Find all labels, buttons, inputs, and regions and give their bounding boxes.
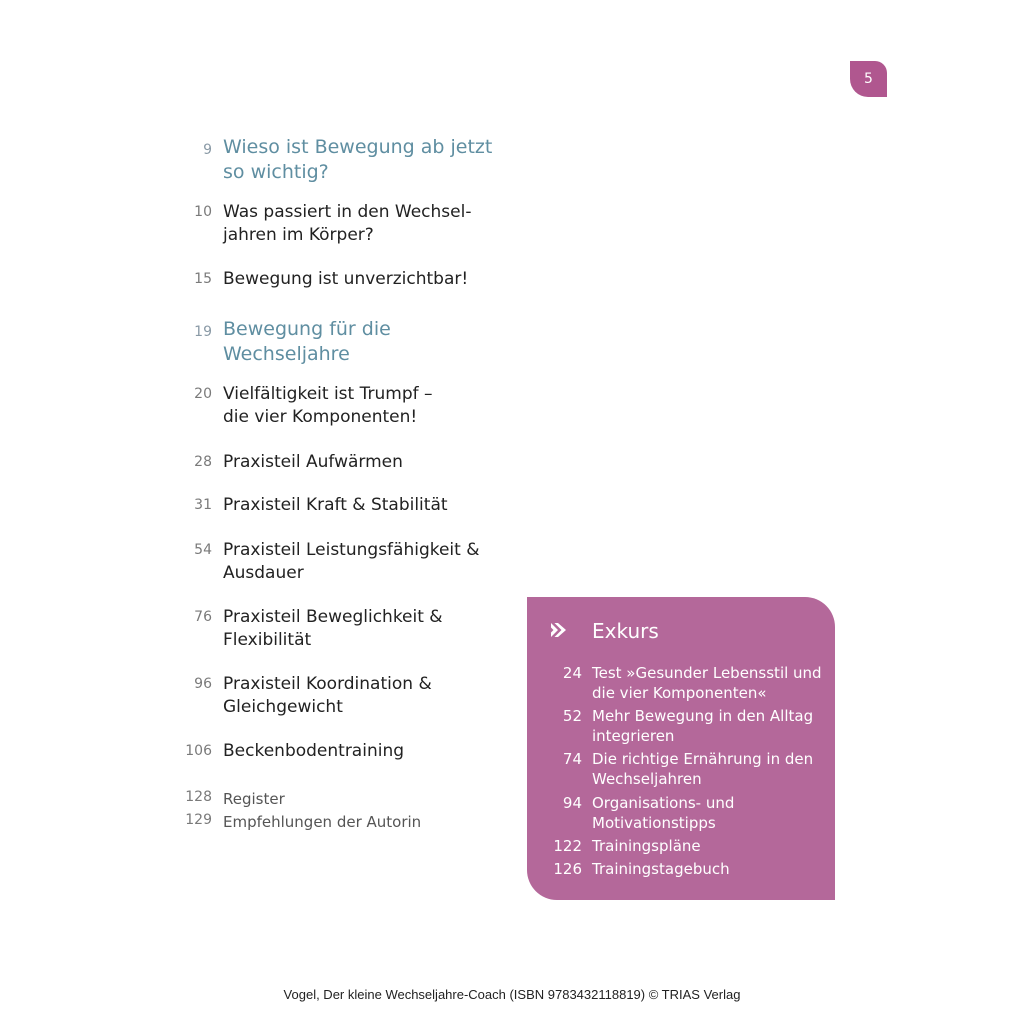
table-of-contents xyxy=(0,0,520,860)
toc-title: Register xyxy=(223,790,285,808)
toc-title: Praxisteil Kraft & Stabilität xyxy=(223,495,448,515)
toc-page-number: 20 xyxy=(194,386,212,402)
toc-page-number: 28 xyxy=(194,454,212,470)
exkurs-box xyxy=(527,597,835,900)
double-chevron-right-icon xyxy=(551,623,571,637)
toc-page-number: 128 xyxy=(185,789,212,805)
exkurs-page-number: 94 xyxy=(562,794,582,812)
toc-page-number: 76 xyxy=(194,609,212,625)
exkurs-item-title: Test »Gesunder Lebensstil und die vier Komponenten« xyxy=(592,664,822,702)
toc-title: Praxisteil Koordination & Gleichgewicht xyxy=(223,674,432,717)
page-number-badge: 5 xyxy=(850,61,887,97)
toc-title: Empfehlungen der Autorin xyxy=(223,813,422,831)
toc-page-number: 19 xyxy=(194,324,212,340)
exkurs-page-number: 122 xyxy=(553,837,582,855)
exkurs-page-number: 52 xyxy=(562,707,582,725)
toc-page-number: 31 xyxy=(194,497,212,513)
toc-title: Was passiert in den Wechsel- jahren im Körper? xyxy=(223,202,472,245)
toc-title: Praxisteil Beweglichkeit & Flexibilität xyxy=(223,607,443,650)
copyright-footer: Vogel, Der kleine Wechseljahre-Coach (ISBN 9783432118819) © TRIAS Verlag xyxy=(283,987,741,1002)
toc-page-number: 15 xyxy=(194,271,212,287)
toc-page-number: 96 xyxy=(194,676,212,692)
toc-page-number: 54 xyxy=(194,542,212,558)
toc-title: Bewegung für die Wechseljahre xyxy=(223,318,391,365)
exkurs-item-title: Trainingstagebuch xyxy=(592,860,730,878)
toc-title: Praxisteil Aufwärmen xyxy=(223,452,403,472)
exkurs-item-title: Organisations- und Motivationstipps xyxy=(592,794,735,832)
toc-page-number: 129 xyxy=(185,812,212,828)
toc-title: Wieso ist Bewegung ab jetzt so wichtig? xyxy=(223,136,493,183)
toc-title: Bewegung ist unverzichtbar! xyxy=(223,269,469,289)
toc-title: Vielfältigkeit ist Trumpf – die vier Komponenten! xyxy=(223,384,433,427)
exkurs-item-title: Trainingspläne xyxy=(592,837,701,855)
exkurs-item-title: Die richtige Ernährung in den Wechseljahren xyxy=(592,750,814,788)
exkurs-page-number: 126 xyxy=(553,860,582,878)
exkurs-item-title: Mehr Bewegung in den Alltag integrieren xyxy=(592,707,814,745)
toc-title: Praxisteil Leistungsfähigkeit & Ausdauer xyxy=(223,540,480,583)
exkurs-title: Exkurs xyxy=(592,619,659,643)
toc-page-number: 10 xyxy=(194,204,212,220)
toc-title: Beckenbodentraining xyxy=(223,741,405,761)
toc-page-number: 9 xyxy=(203,142,212,158)
exkurs-page-number: 24 xyxy=(562,664,582,682)
toc-page-number: 106 xyxy=(185,743,212,759)
exkurs-page-number: 74 xyxy=(562,750,582,768)
